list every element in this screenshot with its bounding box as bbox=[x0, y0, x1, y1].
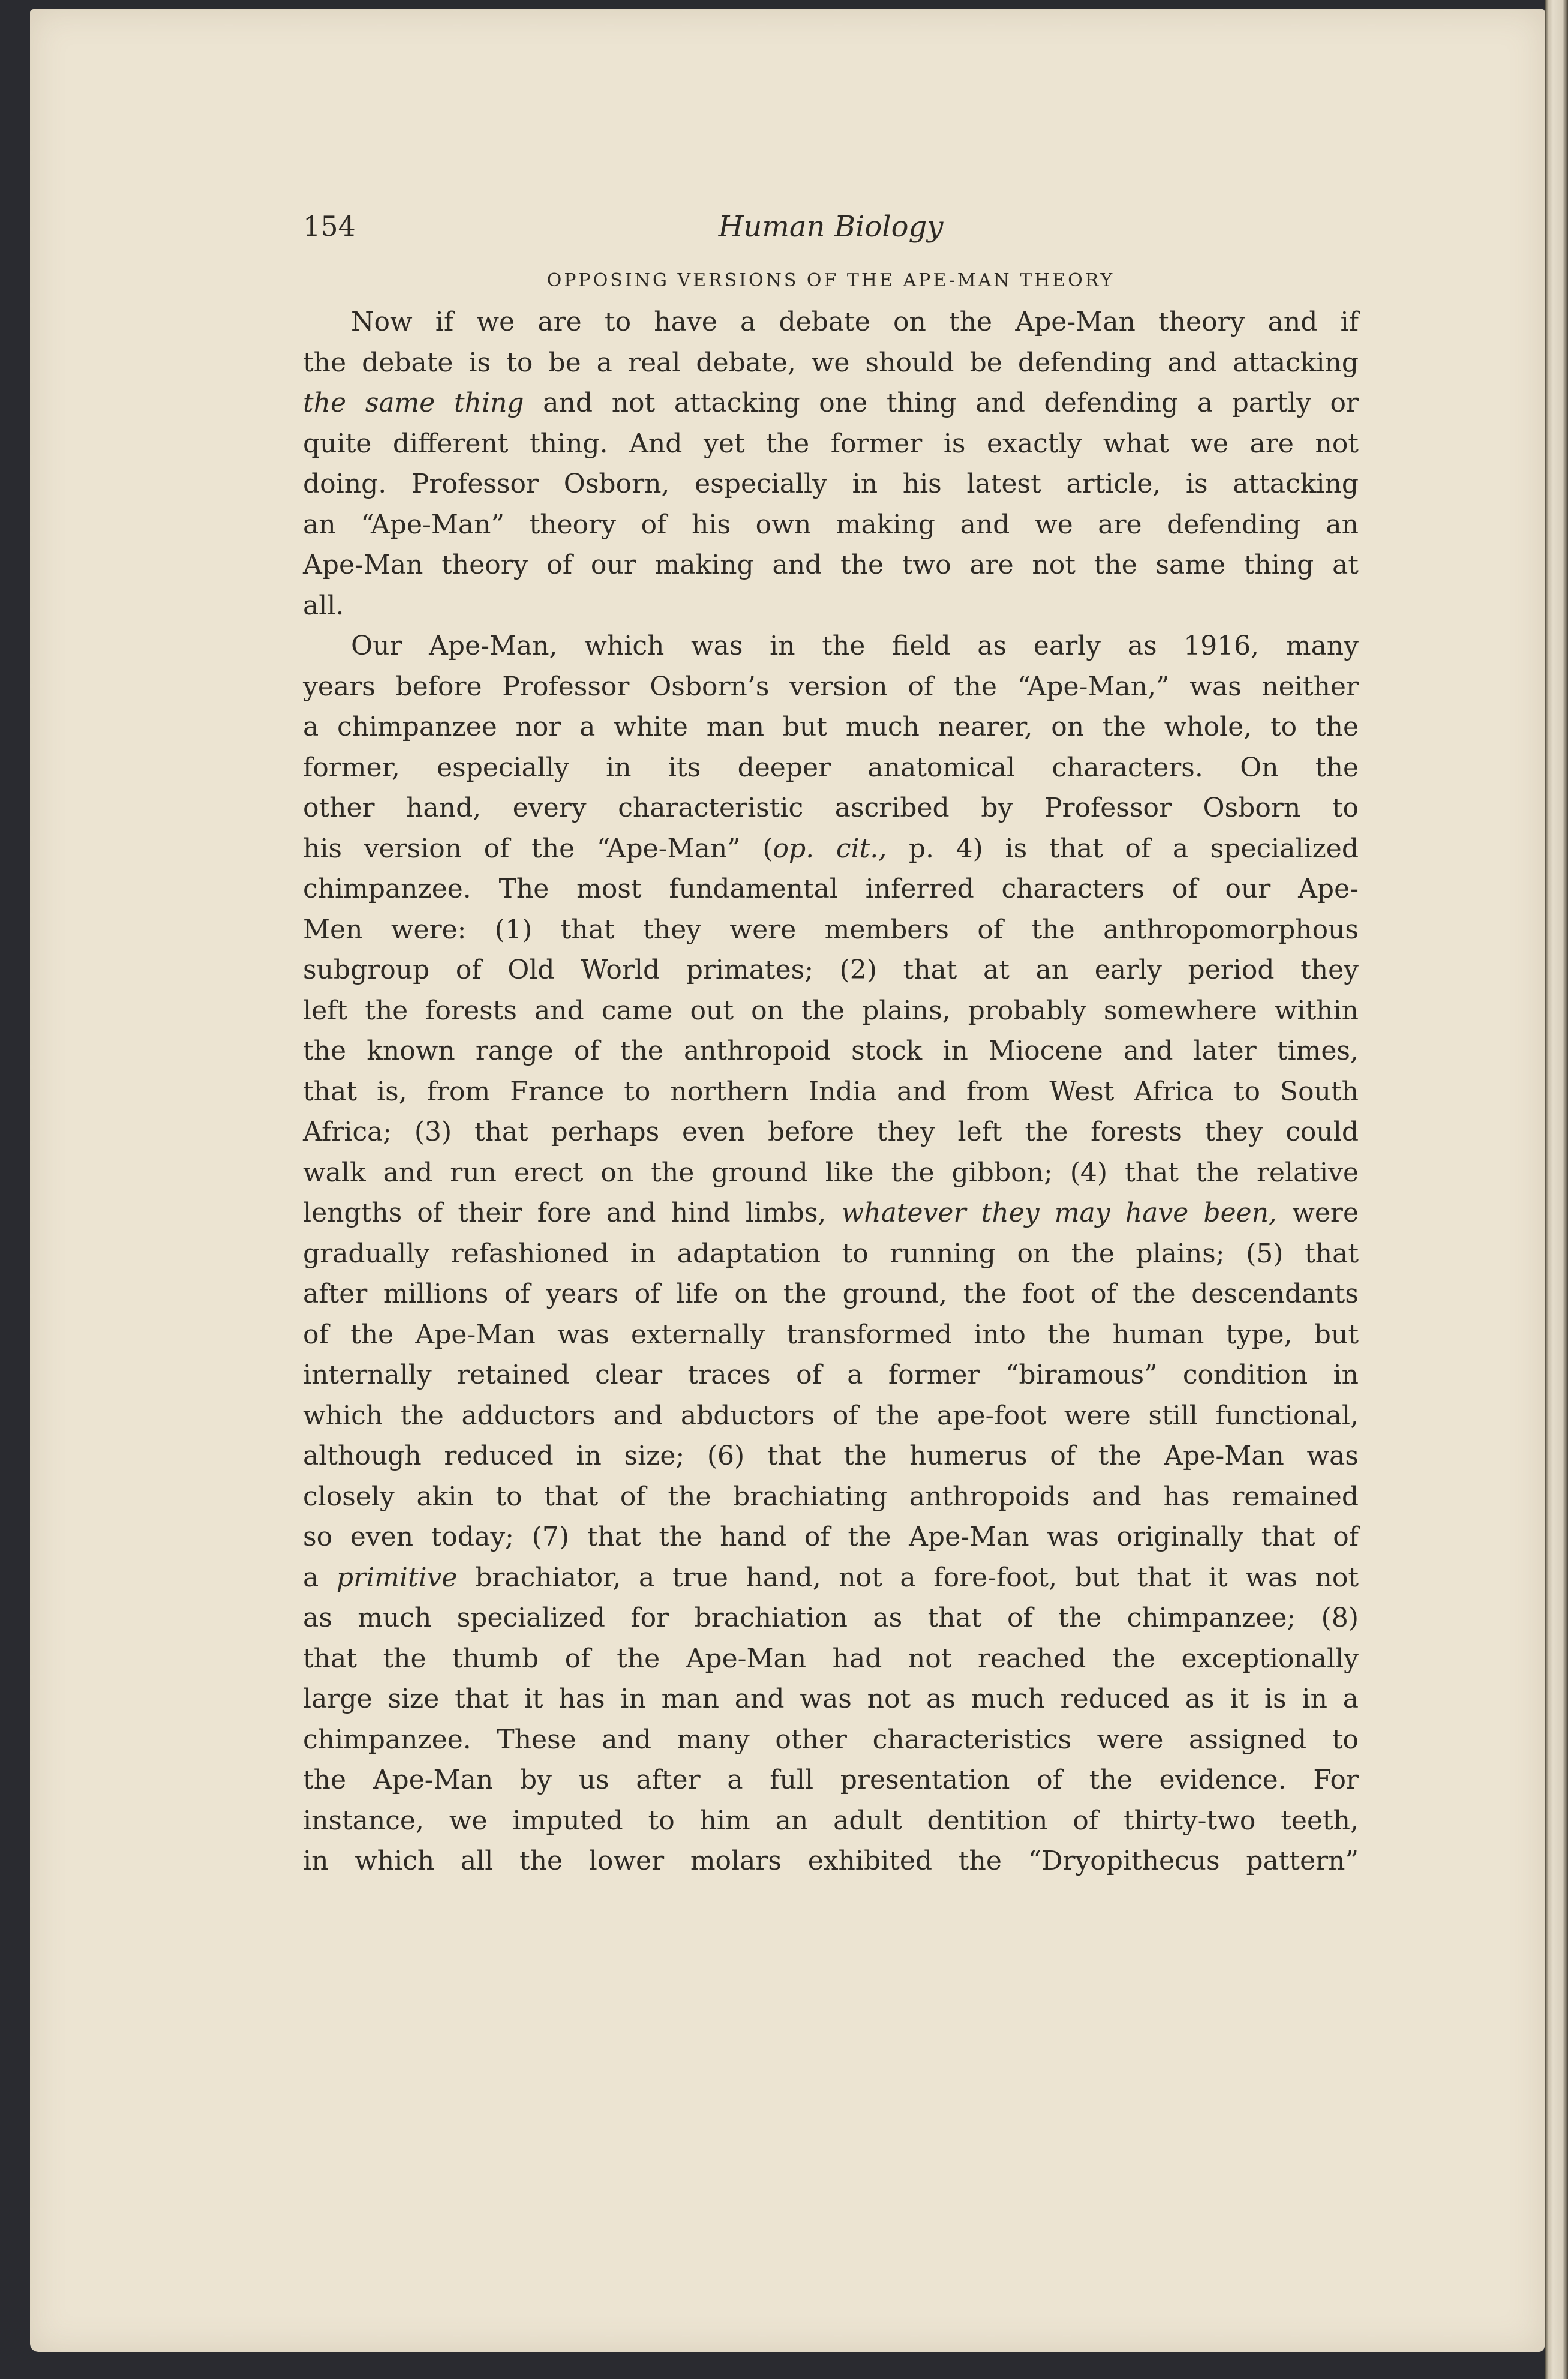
text-run: p. 4) is that of a specialized bbox=[887, 833, 1359, 864]
text-line: quite different thing. And yet the former is exactly what we are not bbox=[303, 428, 1359, 459]
text-run: his version of the “Ape-Man” ( bbox=[303, 833, 773, 864]
text-line: that the thumb of the Ape-Man had not reached the exceptionally bbox=[303, 1643, 1359, 1674]
text-line: closely akin to that of the brachiating anthropoids and has remained bbox=[303, 1481, 1359, 1512]
text-line: Now if we are to have a debate on the Ape-Man theory and if bbox=[351, 307, 1359, 337]
text-line: left the forests and came out on the plains, probably somewhere within bbox=[303, 995, 1359, 1026]
text-line: subgroup of Old World primates; (2) that at an early period they bbox=[303, 955, 1359, 985]
text-line bbox=[303, 1193, 1359, 1234]
text-line: walk and run erect on the ground like the gibbon; (4) that the relative bbox=[303, 1157, 1359, 1188]
text-line: an “Ape-Man” theory of his own making and we are defending an bbox=[303, 509, 1359, 540]
text-line: Our Ape-Man, which was in the field as early as 1916, many bbox=[351, 631, 1359, 661]
text-line: as much specialized for brachiation as that of the chimpanzee; (8) bbox=[303, 1603, 1359, 1633]
text-line: chimpanzee. These and many other characteristics were assigned to bbox=[303, 1724, 1359, 1755]
text-run: a bbox=[303, 1562, 337, 1593]
text-line: Africa; (3) that perhaps even before they left the forests they could bbox=[303, 1117, 1359, 1147]
emphasis: the same thing bbox=[303, 388, 524, 418]
text-line: Men were: (1) that they were members of the anthropomorphous bbox=[303, 914, 1359, 945]
text-line bbox=[303, 1558, 1359, 1598]
text-line: which the adductors and abductors of the ape-foot were still functional, bbox=[303, 1400, 1359, 1431]
text-line: large size that it has in man and was not as much reduced as it is in a bbox=[303, 1684, 1359, 1714]
emphasis: op. cit., bbox=[773, 833, 887, 864]
text-line: chimpanzee. The most fundamental inferred characters of our Ape- bbox=[303, 874, 1359, 904]
text-line bbox=[303, 829, 1359, 869]
text-line: years before Professor Osborn’s version of the “Ape-Man,” was neither bbox=[303, 671, 1359, 702]
page-edge bbox=[1545, 0, 1568, 2379]
text-line: the known range of the anthropoid stock in Miocene and later times, bbox=[303, 1036, 1359, 1066]
text-line: that is, from France to northern India and from West Africa to South bbox=[303, 1076, 1359, 1107]
text-run: were bbox=[1277, 1198, 1359, 1228]
journal-title: Human Biology bbox=[718, 210, 944, 244]
emphasis: whatever they may have been, bbox=[841, 1198, 1278, 1228]
text-line: after millions of years of life on the ground, the foot of the descendants bbox=[303, 1279, 1359, 1309]
text-line: former, especially in its deeper anatomical characters. On the bbox=[303, 752, 1359, 783]
text-line: although reduced in size; (6) that the humerus of the Ape-Man was bbox=[303, 1441, 1359, 1471]
text-line: so even today; (7) that the hand of the Ape-Man was originally that of bbox=[303, 1522, 1359, 1552]
text-line: in which all the lower molars exhibited the “Dryopithecus pattern” bbox=[303, 1846, 1359, 1876]
text-line: gradually refashioned in adaptation to running on the plains; (5) that bbox=[303, 1238, 1359, 1269]
text-line: a chimpanzee nor a white man but much nearer, on the whole, to the bbox=[303, 712, 1359, 742]
text-line: instance, we imputed to him an adult dentition of thirty-two teeth, bbox=[303, 1805, 1359, 1836]
text-line: the debate is to be a real debate, we should be defending and attacking bbox=[303, 347, 1359, 378]
text-line: internally retained clear traces of a former “biramous” condition in bbox=[303, 1360, 1359, 1390]
text-line bbox=[303, 383, 1359, 424]
page-content bbox=[303, 198, 1359, 1882]
text-line: the Ape-Man by us after a full presentation of the evidence. For bbox=[303, 1765, 1359, 1795]
text-line: Ape-Man theory of our making and the two are not the same thing at bbox=[303, 550, 1359, 580]
text-run: lengths of their fore and hind limbs, bbox=[303, 1198, 842, 1228]
paragraph-1 bbox=[303, 302, 1359, 626]
page-number: 154 bbox=[303, 210, 356, 242]
section-title: OPPOSING VERSIONS OF THE APE-MAN THEORY bbox=[546, 270, 1115, 291]
text-run: and not attacking one thing and defending a partly or bbox=[524, 388, 1359, 418]
paragraph-2 bbox=[303, 626, 1359, 1882]
emphasis: primitive bbox=[336, 1562, 458, 1593]
text-run: brachiator, a true hand, not a fore-foot, but that it was not bbox=[457, 1562, 1359, 1593]
text-line: other hand, every characteristic ascribed by Professor Osborn to bbox=[303, 793, 1359, 823]
text-line: doing. Professor Osborn, especially in his latest article, is attacking bbox=[303, 469, 1359, 499]
running-head bbox=[303, 198, 1359, 270]
text-line: of the Ape-Man was externally transformed into the human type, but bbox=[303, 1319, 1359, 1350]
text-line: all. bbox=[303, 590, 344, 621]
